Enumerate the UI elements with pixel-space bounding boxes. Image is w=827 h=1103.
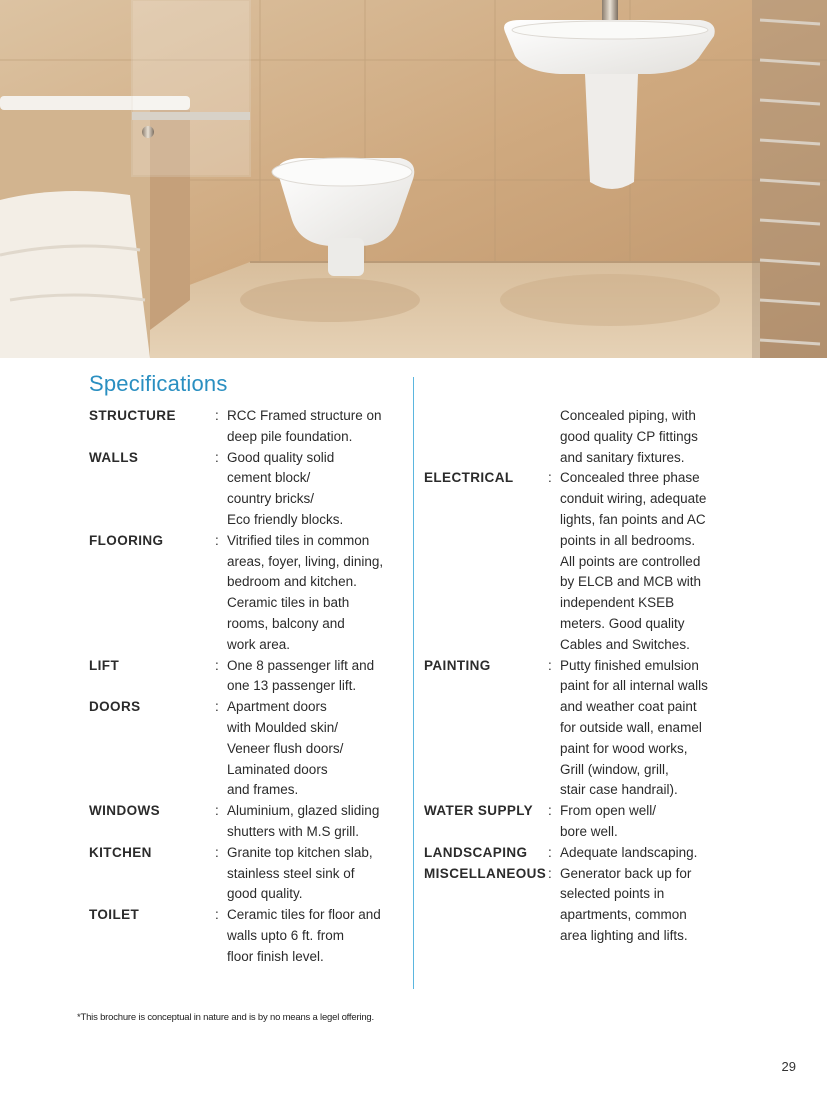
spec-separator: :	[215, 532, 219, 548]
spec-value	[227, 531, 405, 656]
disclaimer: *This brochure is conceptual in nature and is by no means a legel offering.	[77, 1012, 374, 1023]
spec-separator: :	[548, 803, 552, 819]
spec-value-line: Concealed piping, with	[560, 408, 696, 423]
spec-value-line: Putty finished emulsion	[560, 657, 699, 673]
spec-separator: :	[215, 907, 219, 923]
spec-value	[227, 448, 405, 531]
spec-value-line: meters. Good quality	[560, 615, 685, 631]
spec-row	[89, 905, 405, 967]
spec-row	[424, 843, 740, 864]
spec-label: ELECTRICAL	[424, 470, 514, 486]
spec-value-line: stair case handrail).	[560, 782, 678, 798]
spec-value-line: with Moulded skin/	[227, 719, 339, 735]
spec-label: KITCHEN	[89, 844, 152, 860]
page-title: Specifications	[89, 371, 228, 396]
spec-separator: :	[548, 470, 552, 486]
spec-value-line: paint for all internal walls	[560, 678, 708, 694]
spec-value-line: areas, foyer, living, dining,	[227, 553, 384, 569]
spec-label: LANDSCAPING	[424, 844, 528, 860]
spec-row	[89, 697, 405, 801]
spec-value-line: conduit wiring, adequate	[560, 491, 707, 507]
spec-column-right	[424, 406, 740, 947]
spec-row	[424, 656, 740, 802]
spec-value	[560, 656, 740, 802]
spec-value	[227, 801, 405, 843]
spec-value-line: bore well.	[560, 823, 618, 839]
spec-row	[89, 531, 405, 656]
spec-label: MISCELLANEOUS	[424, 865, 547, 881]
spec-value	[560, 843, 740, 864]
spec-value-line: Apartment doors	[227, 699, 327, 715]
spec-value	[560, 468, 740, 655]
spec-value-line: by ELCB and MCB with	[560, 574, 702, 590]
spec-label: WALLS	[89, 449, 139, 465]
spec-value-line: shutters with M.S grill.	[227, 823, 360, 839]
spec-value-line: lights, fan points and AC	[560, 511, 706, 527]
spec-value-line: Vitrified tiles in common	[227, 532, 370, 548]
spec-value-line: Ceramic tiles in bath	[227, 595, 350, 611]
spec-value-line: country bricks/	[227, 491, 315, 507]
spec-value-line: work area.	[227, 636, 291, 652]
spec-separator: :	[215, 699, 219, 715]
spec-value	[560, 406, 740, 468]
spec-value-line: paint for wood works,	[560, 740, 688, 756]
spec-value-line: rooms, balcony and	[227, 615, 345, 631]
spec-column-left	[89, 406, 405, 968]
spec-value	[227, 905, 405, 967]
towel	[0, 191, 150, 358]
spec-value-line: good quality CP fittings	[560, 428, 698, 444]
spec-separator: :	[215, 408, 219, 423]
spec-row	[89, 656, 405, 698]
spec-value-line: for outside wall, enamel	[560, 719, 702, 735]
spec-value-line: good quality.	[227, 886, 303, 902]
spec-row	[89, 406, 405, 448]
spec-separator: :	[215, 803, 219, 819]
spec-row	[424, 406, 740, 468]
spec-value-line: Ceramic tiles for floor and	[227, 907, 381, 923]
spec-value-line: Cables and Switches.	[560, 636, 690, 652]
spec-value-line: Veneer flush doors/	[227, 740, 344, 756]
spec-label: STRUCTURE	[89, 408, 176, 423]
spec-value-line: and weather coat paint	[560, 699, 697, 715]
spec-label: DOORS	[89, 699, 141, 715]
spec-value-line: Laminated doors	[227, 761, 328, 777]
bathroom-photo	[0, 0, 827, 358]
spec-separator: :	[215, 844, 219, 860]
spec-separator: :	[548, 865, 552, 881]
spec-value	[560, 801, 740, 843]
spec-row	[424, 801, 740, 843]
spec-value	[560, 864, 740, 947]
spec-row	[424, 468, 740, 655]
spec-value-line: apartments, common	[560, 907, 687, 923]
spec-value-line: Eco friendly blocks.	[227, 511, 344, 527]
spec-row	[424, 864, 740, 947]
spec-value	[227, 656, 405, 698]
spec-label: WINDOWS	[89, 803, 161, 819]
spec-value-line: cement block/	[227, 470, 311, 486]
spec-value-line: Aluminium, glazed sliding	[227, 803, 380, 819]
spec-label: TOILET	[89, 907, 140, 923]
spec-value-line: Generator back up for	[560, 865, 692, 881]
spec-value-line: One 8 passenger lift and	[227, 657, 375, 673]
spec-value-line: Good quality solid	[227, 449, 335, 465]
spec-value-line: independent KSEB	[560, 595, 675, 611]
spec-value-line: and sanitary fixtures.	[560, 449, 685, 465]
spec-value-line: Granite top kitchen slab,	[227, 844, 373, 860]
spec-value	[227, 843, 405, 905]
spec-row	[89, 801, 405, 843]
spec-label: PAINTING	[424, 657, 491, 673]
page-number: 29	[781, 1059, 796, 1074]
spec-label: WATER SUPPLY	[424, 803, 534, 819]
spec-separator	[548, 406, 560, 468]
bath-tap	[142, 126, 154, 138]
column-divider	[413, 377, 414, 989]
spec-separator: :	[548, 844, 552, 860]
spec-separator: :	[548, 657, 552, 673]
spec-value-line: From open well/	[560, 803, 657, 819]
spec-value	[227, 697, 405, 801]
spec-label: FLOORING	[89, 532, 164, 548]
spec-value-line: Concealed three phase	[560, 470, 700, 486]
spec-label: LIFT	[89, 657, 120, 673]
spec-label	[424, 406, 548, 468]
spec-value-line: stainless steel sink of	[227, 865, 355, 881]
spec-row	[89, 843, 405, 905]
spec-value-line: floor finish level.	[227, 948, 324, 964]
spec-value-line: area lighting and lifts.	[560, 927, 688, 943]
spec-value-line: and frames.	[227, 782, 299, 798]
spec-value-line: selected points in	[560, 886, 665, 902]
spec-separator: :	[215, 449, 219, 465]
spec-value-line: one 13 passenger lift.	[227, 678, 357, 694]
spec-value-line: deep pile foundation.	[227, 428, 353, 444]
spec-value-line: RCC Framed structure on	[227, 408, 382, 423]
bathroom-illustration	[0, 0, 827, 358]
spec-value-line: Grill (window, grill,	[560, 761, 669, 777]
spec-value-line: bedroom and kitchen.	[227, 574, 357, 590]
spec-value-line: points in all bedrooms.	[560, 532, 696, 548]
spec-value-line: All points are controlled	[560, 553, 701, 569]
spec-row	[89, 448, 405, 531]
spec-value	[227, 406, 405, 448]
heated-towel-rail	[752, 0, 827, 358]
spec-separator: :	[215, 657, 219, 673]
shower-glass-screen	[132, 0, 250, 176]
spec-value-line: walls upto 6 ft. from	[227, 927, 345, 943]
spec-value-line: Adequate landscaping.	[560, 844, 698, 860]
